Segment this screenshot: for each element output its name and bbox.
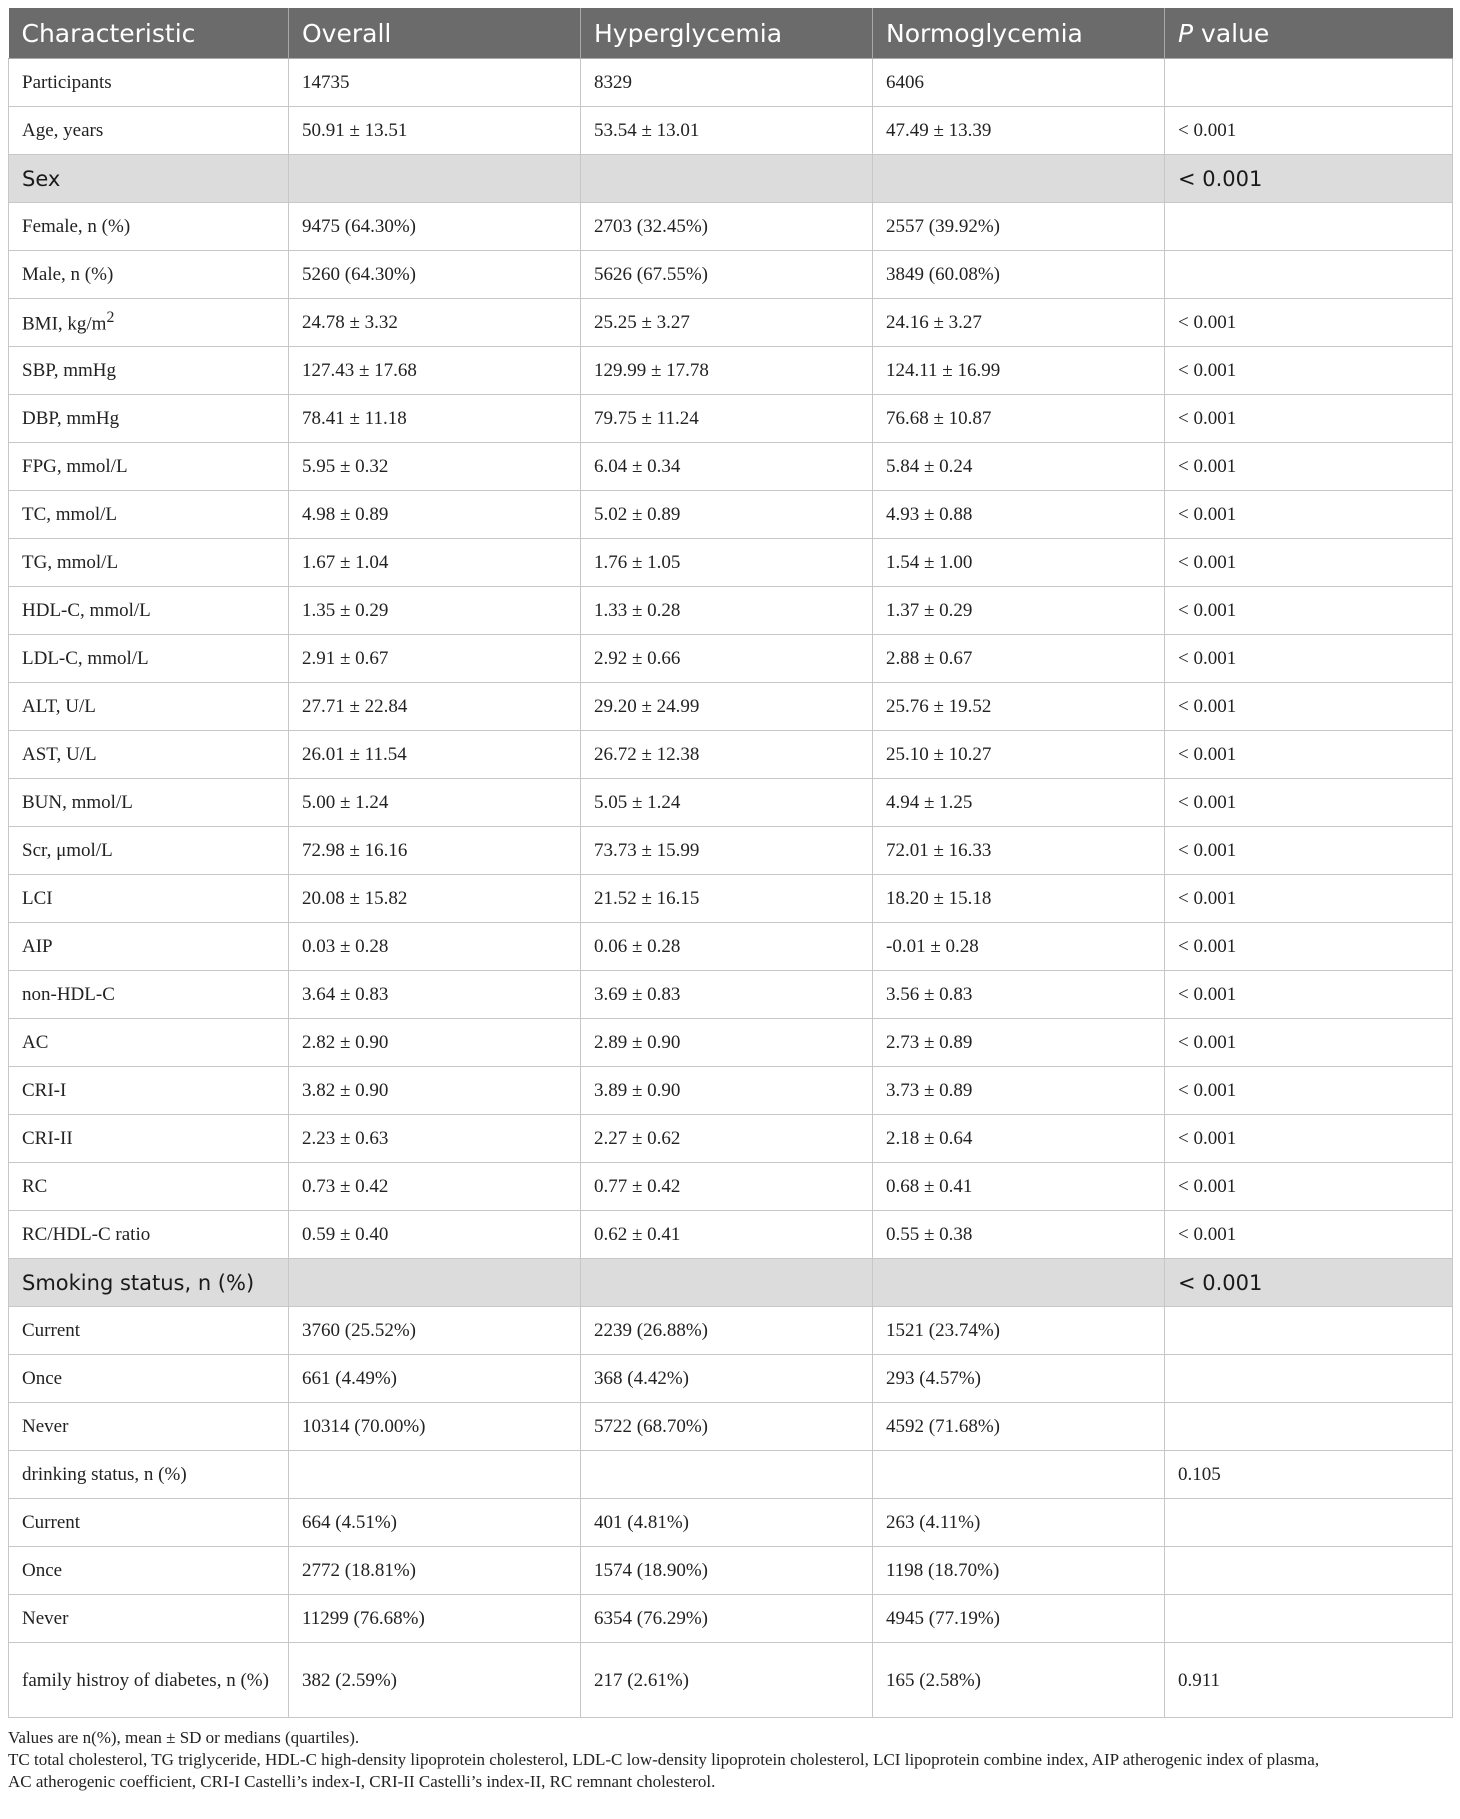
cell-overall: 5260 (64.30%) — [289, 251, 581, 299]
table-row — [9, 491, 1453, 539]
row-label: AC — [9, 1019, 289, 1067]
cell-p-value — [1165, 1403, 1453, 1451]
cell-p-value: < 0.001 — [1165, 635, 1453, 683]
row-label: Never — [9, 1595, 289, 1643]
cell-p-value: 0.105 — [1165, 1451, 1453, 1499]
cell-p-value: < 0.001 — [1165, 1259, 1453, 1307]
row-label: CRI-II — [9, 1115, 289, 1163]
cell-normoglycemia: 0.55 ± 0.38 — [873, 1211, 1165, 1259]
cell-overall: 3.64 ± 0.83 — [289, 971, 581, 1019]
cell-p-value: 0.911 — [1165, 1643, 1453, 1718]
cell-p-value: < 0.001 — [1165, 731, 1453, 779]
cell-overall: 2772 (18.81%) — [289, 1547, 581, 1595]
cell-hyperglycemia: 6354 (76.29%) — [581, 1595, 873, 1643]
table-row — [9, 299, 1453, 347]
cell-hyperglycemia: 1.76 ± 1.05 — [581, 539, 873, 587]
row-label: Once — [9, 1355, 289, 1403]
cell-normoglycemia: 5.84 ± 0.24 — [873, 443, 1165, 491]
row-label — [9, 299, 289, 347]
cell-overall: 20.08 ± 15.82 — [289, 875, 581, 923]
table-row — [9, 827, 1453, 875]
cell-hyperglycemia: 5.05 ± 1.24 — [581, 779, 873, 827]
cell-normoglycemia: 18.20 ± 15.18 — [873, 875, 1165, 923]
footnote-values: Values are n(%), mean ± SD or medians (quartiles). — [8, 1728, 360, 1747]
row-label: Female, n (%) — [9, 203, 289, 251]
header-p-rest: value — [1193, 18, 1270, 48]
row-label: drinking status, n (%) — [9, 1451, 289, 1499]
cell-hyperglycemia: 25.25 ± 3.27 — [581, 299, 873, 347]
cell-overall: 9475 (64.30%) — [289, 203, 581, 251]
cell-p-value: < 0.001 — [1165, 1211, 1453, 1259]
cell-p-value: < 0.001 — [1165, 491, 1453, 539]
cell-normoglycemia: 165 (2.58%) — [873, 1643, 1165, 1718]
cell-overall: 0.59 ± 0.40 — [289, 1211, 581, 1259]
row-label: LCI — [9, 875, 289, 923]
table-row — [9, 203, 1453, 251]
table-row — [9, 923, 1453, 971]
cell-p-value: < 0.001 — [1165, 347, 1453, 395]
cell-overall: 127.43 ± 17.68 — [289, 347, 581, 395]
cell-hyperglycemia: 3.89 ± 0.90 — [581, 1067, 873, 1115]
row-label: Current — [9, 1499, 289, 1547]
table-row — [9, 1307, 1453, 1355]
table-row — [9, 539, 1453, 587]
cell-p-value: < 0.001 — [1165, 875, 1453, 923]
cell-normoglycemia: 1521 (23.74%) — [873, 1307, 1165, 1355]
cell-p-value: < 0.001 — [1165, 1019, 1453, 1067]
cell-p-value — [1165, 1595, 1453, 1643]
cell-normoglycemia: 3.73 ± 0.89 — [873, 1067, 1165, 1115]
cell-p-value: < 0.001 — [1165, 587, 1453, 635]
table-row — [9, 1643, 1453, 1718]
cell-normoglycemia: 2.73 ± 0.89 — [873, 1019, 1165, 1067]
cell-normoglycemia: 25.10 ± 10.27 — [873, 731, 1165, 779]
cell-p-value: < 0.001 — [1165, 1163, 1453, 1211]
cell-normoglycemia: 76.68 ± 10.87 — [873, 395, 1165, 443]
cell-hyperglycemia: 401 (4.81%) — [581, 1499, 873, 1547]
footnote-abbreviations-2: AC atherogenic coefficient, CRI-I Castelli’s index-I, CRI-II Castelli’s index-II, RC remnant cholesterol. — [8, 1772, 716, 1791]
cell-overall: 27.71 ± 22.84 — [289, 683, 581, 731]
cell-p-value: < 0.001 — [1165, 539, 1453, 587]
cell-p-value: < 0.001 — [1165, 971, 1453, 1019]
cell-overall: 0.03 ± 0.28 — [289, 923, 581, 971]
cell-hyperglycemia: 5.02 ± 0.89 — [581, 491, 873, 539]
cell-p-value: < 0.001 — [1165, 827, 1453, 875]
cell-overall — [289, 1259, 581, 1307]
cell-overall: 50.91 ± 13.51 — [289, 107, 581, 155]
table-row — [9, 779, 1453, 827]
cell-hyperglycemia: 1574 (18.90%) — [581, 1547, 873, 1595]
cell-hyperglycemia: 5722 (68.70%) — [581, 1403, 873, 1451]
cell-normoglycemia — [873, 1259, 1165, 1307]
table-row — [9, 683, 1453, 731]
row-label: TC, mmol/L — [9, 491, 289, 539]
cell-hyperglycemia: 129.99 ± 17.78 — [581, 347, 873, 395]
table-row — [9, 635, 1453, 683]
cell-normoglycemia: 72.01 ± 16.33 — [873, 827, 1165, 875]
table-row — [9, 1403, 1453, 1451]
row-label: Scr, μmol/L — [9, 827, 289, 875]
table-row — [9, 1355, 1453, 1403]
cell-overall: 10314 (70.00%) — [289, 1403, 581, 1451]
row-label: Never — [9, 1403, 289, 1451]
cell-overall: 1.35 ± 0.29 — [289, 587, 581, 635]
table-row — [9, 1547, 1453, 1595]
cell-normoglycemia: 47.49 ± 13.39 — [873, 107, 1165, 155]
cell-overall: 72.98 ± 16.16 — [289, 827, 581, 875]
table-row — [9, 107, 1453, 155]
cell-p-value: < 0.001 — [1165, 299, 1453, 347]
cell-overall: 0.73 ± 0.42 — [289, 1163, 581, 1211]
row-label: Once — [9, 1547, 289, 1595]
cell-normoglycemia — [873, 1451, 1165, 1499]
row-label: RC — [9, 1163, 289, 1211]
table-row — [9, 731, 1453, 779]
cell-overall: 14735 — [289, 59, 581, 107]
cell-overall: 661 (4.49%) — [289, 1355, 581, 1403]
row-label: LDL-C, mmol/L — [9, 635, 289, 683]
cell-p-value — [1165, 1307, 1453, 1355]
table-row — [9, 443, 1453, 491]
cell-overall: 2.23 ± 0.63 — [289, 1115, 581, 1163]
cell-normoglycemia: 3849 (60.08%) — [873, 251, 1165, 299]
cell-normoglycemia — [873, 155, 1165, 203]
cell-overall: 24.78 ± 3.32 — [289, 299, 581, 347]
cell-normoglycemia: -0.01 ± 0.28 — [873, 923, 1165, 971]
table-row — [9, 971, 1453, 1019]
cell-hyperglycemia: 5626 (67.55%) — [581, 251, 873, 299]
cell-hyperglycemia: 2703 (32.45%) — [581, 203, 873, 251]
header-characteristic: Characteristic — [9, 8, 289, 59]
table-row — [9, 59, 1453, 107]
cell-overall: 5.95 ± 0.32 — [289, 443, 581, 491]
cell-normoglycemia: 25.76 ± 19.52 — [873, 683, 1165, 731]
cell-normoglycemia: 4945 (77.19%) — [873, 1595, 1165, 1643]
cell-overall: 3760 (25.52%) — [289, 1307, 581, 1355]
cell-overall: 11299 (76.68%) — [289, 1595, 581, 1643]
table-row — [9, 1019, 1453, 1067]
cell-hyperglycemia: 8329 — [581, 59, 873, 107]
table-row — [9, 1499, 1453, 1547]
group-row-sex — [9, 155, 1453, 203]
cell-normoglycemia: 3.56 ± 0.83 — [873, 971, 1165, 1019]
row-label: FPG, mmol/L — [9, 443, 289, 491]
table-row — [9, 251, 1453, 299]
row-label: HDL-C, mmol/L — [9, 587, 289, 635]
cell-overall: 2.91 ± 0.67 — [289, 635, 581, 683]
row-label: Sex — [9, 155, 289, 203]
footnote-abbreviations-1: TC total cholesterol, TG triglyceride, HDL-C high-density lipoprotein cholesterol, LDL-C low-density lipoprotein cholesterol, LCI lipoprotein combine index, AIP atherogenic index of plasma, — [8, 1750, 1320, 1769]
cell-normoglycemia: 4.94 ± 1.25 — [873, 779, 1165, 827]
cell-p-value: < 0.001 — [1165, 443, 1453, 491]
row-label: DBP, mmHg — [9, 395, 289, 443]
cell-normoglycemia: 2557 (39.92%) — [873, 203, 1165, 251]
cell-p-value — [1165, 59, 1453, 107]
header-normoglycemia: Normoglycemia — [873, 8, 1165, 59]
cell-p-value — [1165, 1355, 1453, 1403]
table-footnotes — [8, 1727, 1452, 1793]
table-row — [9, 1451, 1453, 1499]
row-label: Age, years — [9, 107, 289, 155]
cell-p-value — [1165, 203, 1453, 251]
row-label: Male, n (%) — [9, 251, 289, 299]
cell-overall — [289, 1451, 581, 1499]
cell-normoglycemia: 4592 (71.68%) — [873, 1403, 1165, 1451]
cell-p-value: < 0.001 — [1165, 779, 1453, 827]
row-label: SBP, mmHg — [9, 347, 289, 395]
row-label: family histroy of diabetes, n (%) — [9, 1643, 289, 1718]
cell-overall: 78.41 ± 11.18 — [289, 395, 581, 443]
cell-normoglycemia: 2.18 ± 0.64 — [873, 1115, 1165, 1163]
cell-p-value — [1165, 1547, 1453, 1595]
cell-normoglycemia: 1.54 ± 1.00 — [873, 539, 1165, 587]
cell-hyperglycemia: 2.92 ± 0.66 — [581, 635, 873, 683]
table-row — [9, 1211, 1453, 1259]
cell-overall: 2.82 ± 0.90 — [289, 1019, 581, 1067]
cell-p-value: < 0.001 — [1165, 1115, 1453, 1163]
row-label: Participants — [9, 59, 289, 107]
cell-normoglycemia: 293 (4.57%) — [873, 1355, 1165, 1403]
cell-hyperglycemia: 79.75 ± 11.24 — [581, 395, 873, 443]
cell-hyperglycemia: 0.77 ± 0.42 — [581, 1163, 873, 1211]
header-p-italic: P — [1178, 18, 1194, 48]
table-row — [9, 1067, 1453, 1115]
row-label: Current — [9, 1307, 289, 1355]
cell-hyperglycemia: 29.20 ± 24.99 — [581, 683, 873, 731]
row-label: AST, U/L — [9, 731, 289, 779]
header-hyperglycemia: Hyperglycemia — [581, 8, 873, 59]
row-label: Smoking status, n (%) — [9, 1259, 289, 1307]
cell-p-value: < 0.001 — [1165, 395, 1453, 443]
bmi-label: BMI, kg/m — [22, 313, 107, 335]
row-label: RC/HDL-C ratio — [9, 1211, 289, 1259]
cell-normoglycemia: 4.93 ± 0.88 — [873, 491, 1165, 539]
table-container — [8, 8, 1452, 1793]
header-p-value — [1165, 8, 1453, 59]
header-overall: Overall — [289, 8, 581, 59]
cell-hyperglycemia: 53.54 ± 13.01 — [581, 107, 873, 155]
table-row — [9, 1115, 1453, 1163]
cell-overall: 5.00 ± 1.24 — [289, 779, 581, 827]
cell-p-value: < 0.001 — [1165, 107, 1453, 155]
cell-hyperglycemia: 2239 (26.88%) — [581, 1307, 873, 1355]
cell-normoglycemia: 24.16 ± 3.27 — [873, 299, 1165, 347]
cell-p-value — [1165, 1499, 1453, 1547]
table-row — [9, 875, 1453, 923]
cell-hyperglycemia — [581, 1451, 873, 1499]
cell-normoglycemia: 0.68 ± 0.41 — [873, 1163, 1165, 1211]
cell-normoglycemia: 1.37 ± 0.29 — [873, 587, 1165, 635]
cell-overall — [289, 155, 581, 203]
characteristics-table — [8, 8, 1453, 1718]
table-row — [9, 395, 1453, 443]
cell-normoglycemia: 263 (4.11%) — [873, 1499, 1165, 1547]
cell-hyperglycemia: 3.69 ± 0.83 — [581, 971, 873, 1019]
table-row — [9, 1595, 1453, 1643]
cell-normoglycemia: 2.88 ± 0.67 — [873, 635, 1165, 683]
row-label: AIP — [9, 923, 289, 971]
row-label: non-HDL-C — [9, 971, 289, 1019]
bmi-superscript: 2 — [106, 309, 115, 327]
row-label: CRI-I — [9, 1067, 289, 1115]
header-row — [9, 8, 1453, 59]
cell-hyperglycemia: 21.52 ± 16.15 — [581, 875, 873, 923]
cell-overall: 4.98 ± 0.89 — [289, 491, 581, 539]
cell-hyperglycemia: 26.72 ± 12.38 — [581, 731, 873, 779]
cell-hyperglycemia: 2.89 ± 0.90 — [581, 1019, 873, 1067]
group-row-smoking — [9, 1259, 1453, 1307]
cell-normoglycemia: 124.11 ± 16.99 — [873, 347, 1165, 395]
table-row — [9, 587, 1453, 635]
cell-hyperglycemia: 6.04 ± 0.34 — [581, 443, 873, 491]
cell-hyperglycemia: 1.33 ± 0.28 — [581, 587, 873, 635]
cell-p-value: < 0.001 — [1165, 683, 1453, 731]
cell-normoglycemia: 1198 (18.70%) — [873, 1547, 1165, 1595]
cell-hyperglycemia — [581, 1259, 873, 1307]
cell-hyperglycemia: 73.73 ± 15.99 — [581, 827, 873, 875]
cell-overall: 26.01 ± 11.54 — [289, 731, 581, 779]
row-label: TG, mmol/L — [9, 539, 289, 587]
cell-overall: 1.67 ± 1.04 — [289, 539, 581, 587]
cell-hyperglycemia: 2.27 ± 0.62 — [581, 1115, 873, 1163]
cell-hyperglycemia: 0.62 ± 0.41 — [581, 1211, 873, 1259]
cell-p-value: < 0.001 — [1165, 923, 1453, 971]
cell-p-value — [1165, 251, 1453, 299]
cell-overall: 664 (4.51%) — [289, 1499, 581, 1547]
cell-p-value: < 0.001 — [1165, 155, 1453, 203]
cell-normoglycemia: 6406 — [873, 59, 1165, 107]
row-label: BUN, mmol/L — [9, 779, 289, 827]
cell-p-value: < 0.001 — [1165, 1067, 1453, 1115]
row-label: ALT, U/L — [9, 683, 289, 731]
table-row — [9, 1163, 1453, 1211]
table-row — [9, 347, 1453, 395]
cell-hyperglycemia: 0.06 ± 0.28 — [581, 923, 873, 971]
cell-overall: 382 (2.59%) — [289, 1643, 581, 1718]
cell-hyperglycemia: 368 (4.42%) — [581, 1355, 873, 1403]
cell-overall: 3.82 ± 0.90 — [289, 1067, 581, 1115]
cell-hyperglycemia: 217 (2.61%) — [581, 1643, 873, 1718]
cell-hyperglycemia — [581, 155, 873, 203]
